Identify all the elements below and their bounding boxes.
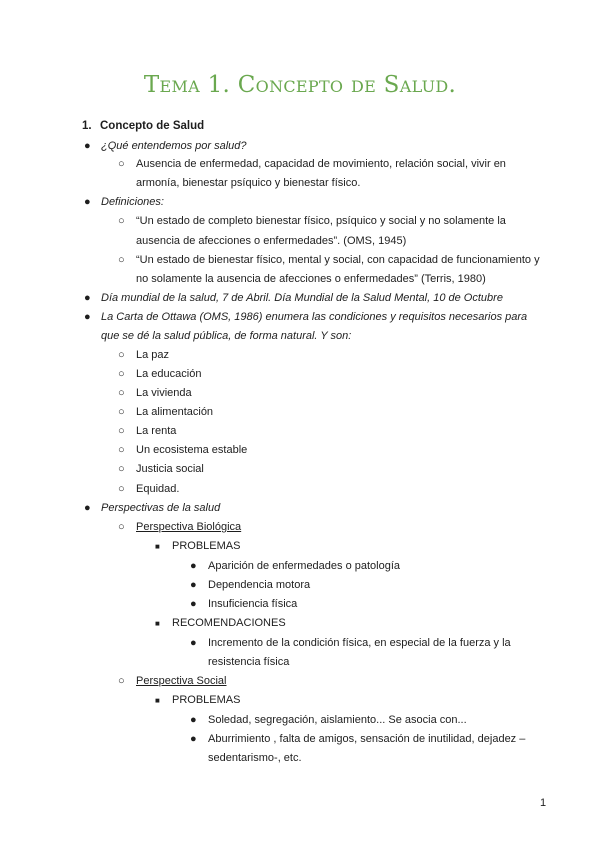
bullet-circle: ○	[118, 425, 125, 437]
list-item: La vivienda	[136, 387, 192, 399]
list-item: La educación	[136, 368, 202, 380]
section-title: Concepto de Salud	[100, 120, 205, 132]
text-line: ausencia de afecciones o enfermedades”. (OMS, 1945)	[136, 235, 407, 247]
list-item: Equidad.	[136, 483, 180, 495]
text-line: Día mundial de la salud, 7 de Abril. Día Mundial de la Salud Mental, 10 de Octubre	[101, 292, 503, 304]
bullet-circle: ○	[118, 483, 125, 495]
bullet-disc: ●	[84, 196, 91, 208]
bullet-square: ■	[155, 619, 160, 628]
text-line: que se dé la salud pública, de forma natural. Y son:	[101, 330, 352, 342]
page-number: 1	[540, 797, 547, 809]
label-problemas: PROBLEMAS	[172, 694, 241, 706]
bullet-circle: ○	[118, 444, 125, 456]
bullet-circle: ○	[118, 254, 125, 266]
bullet-circle: ○	[118, 521, 125, 533]
text-line: La Carta de Ottawa (OMS, 1986) enumera las condiciones y requisitos necesarios para	[101, 311, 528, 323]
bullet-circle: ○	[118, 215, 125, 227]
definitions-heading: Definiciones:	[101, 196, 164, 208]
text-line: “Un estado de completo bienestar físico, psíquico y social y no solamente la	[136, 215, 506, 227]
text-line: no solamente la ausencia de afecciones o enfermedades” (Terris, 1980)	[136, 273, 486, 285]
bullet-disc: ●	[84, 140, 91, 152]
text-line: armonía, bienestar psíquico y bienestar físico.	[136, 177, 361, 189]
question-line: ¿Qué entendemos por salud?	[101, 140, 247, 152]
bullet-disc: ●	[190, 714, 197, 726]
bullet-disc: ●	[84, 502, 91, 514]
subheading: Perspectiva Social	[136, 675, 227, 687]
list-item: Dependencia motora	[208, 579, 311, 591]
bullet-disc: ●	[190, 637, 197, 649]
list-item: Soledad, segregación, aislamiento... Se asocia con...	[208, 714, 467, 726]
list-item: La paz	[136, 349, 170, 361]
list-item: Un ecosistema estable	[136, 444, 248, 456]
bullet-circle: ○	[118, 158, 125, 170]
label-recomendaciones: RECOMENDACIONES	[172, 617, 286, 629]
list-item: Aparición de enfermedades o patología	[208, 560, 401, 572]
list-item: La renta	[136, 425, 177, 437]
bullet-disc: ●	[190, 579, 197, 591]
text-line: resistencia física	[208, 656, 290, 668]
bullet-disc: ●	[190, 598, 197, 610]
document-title: Tema 1. Concepto de Salud.	[143, 72, 457, 98]
bullet-circle: ○	[118, 387, 125, 399]
bullet-circle: ○	[118, 349, 125, 361]
bullet-disc: ●	[84, 292, 91, 304]
text-line: Ausencia de enfermedad, capacidad de movimiento, relación social, vivir en	[136, 158, 506, 170]
bullet-disc: ●	[84, 311, 91, 323]
text-line: sedentarismo-, etc.	[208, 752, 302, 764]
text-line: Aburrimiento , falta de amigos, sensación de inutilidad, dejadez –	[208, 733, 526, 745]
bullet-square: ■	[155, 696, 160, 705]
list-item: Justicia social	[136, 463, 204, 475]
bullet-disc: ●	[190, 733, 197, 745]
list-item: Insuficiencia física	[208, 598, 298, 610]
bullet-circle: ○	[118, 463, 125, 475]
label-problemas: PROBLEMAS	[172, 540, 241, 552]
bullet-disc: ●	[190, 560, 197, 572]
bullet-circle: ○	[118, 675, 125, 687]
bullet-circle: ○	[118, 368, 125, 380]
section-number: 1.	[82, 120, 92, 132]
bullet-circle: ○	[118, 406, 125, 418]
text-line: Perspectivas de la salud	[101, 502, 221, 514]
subheading: Perspectiva Biológica	[136, 521, 242, 533]
bullet-square: ■	[155, 542, 160, 551]
list-item: La alimentación	[136, 406, 214, 418]
text-line: “Un estado de bienestar físico, mental y social, con capacidad de funcionamiento y	[136, 254, 540, 266]
text-line: Incremento de la condición física, en especial de la fuerza y la	[208, 637, 511, 649]
